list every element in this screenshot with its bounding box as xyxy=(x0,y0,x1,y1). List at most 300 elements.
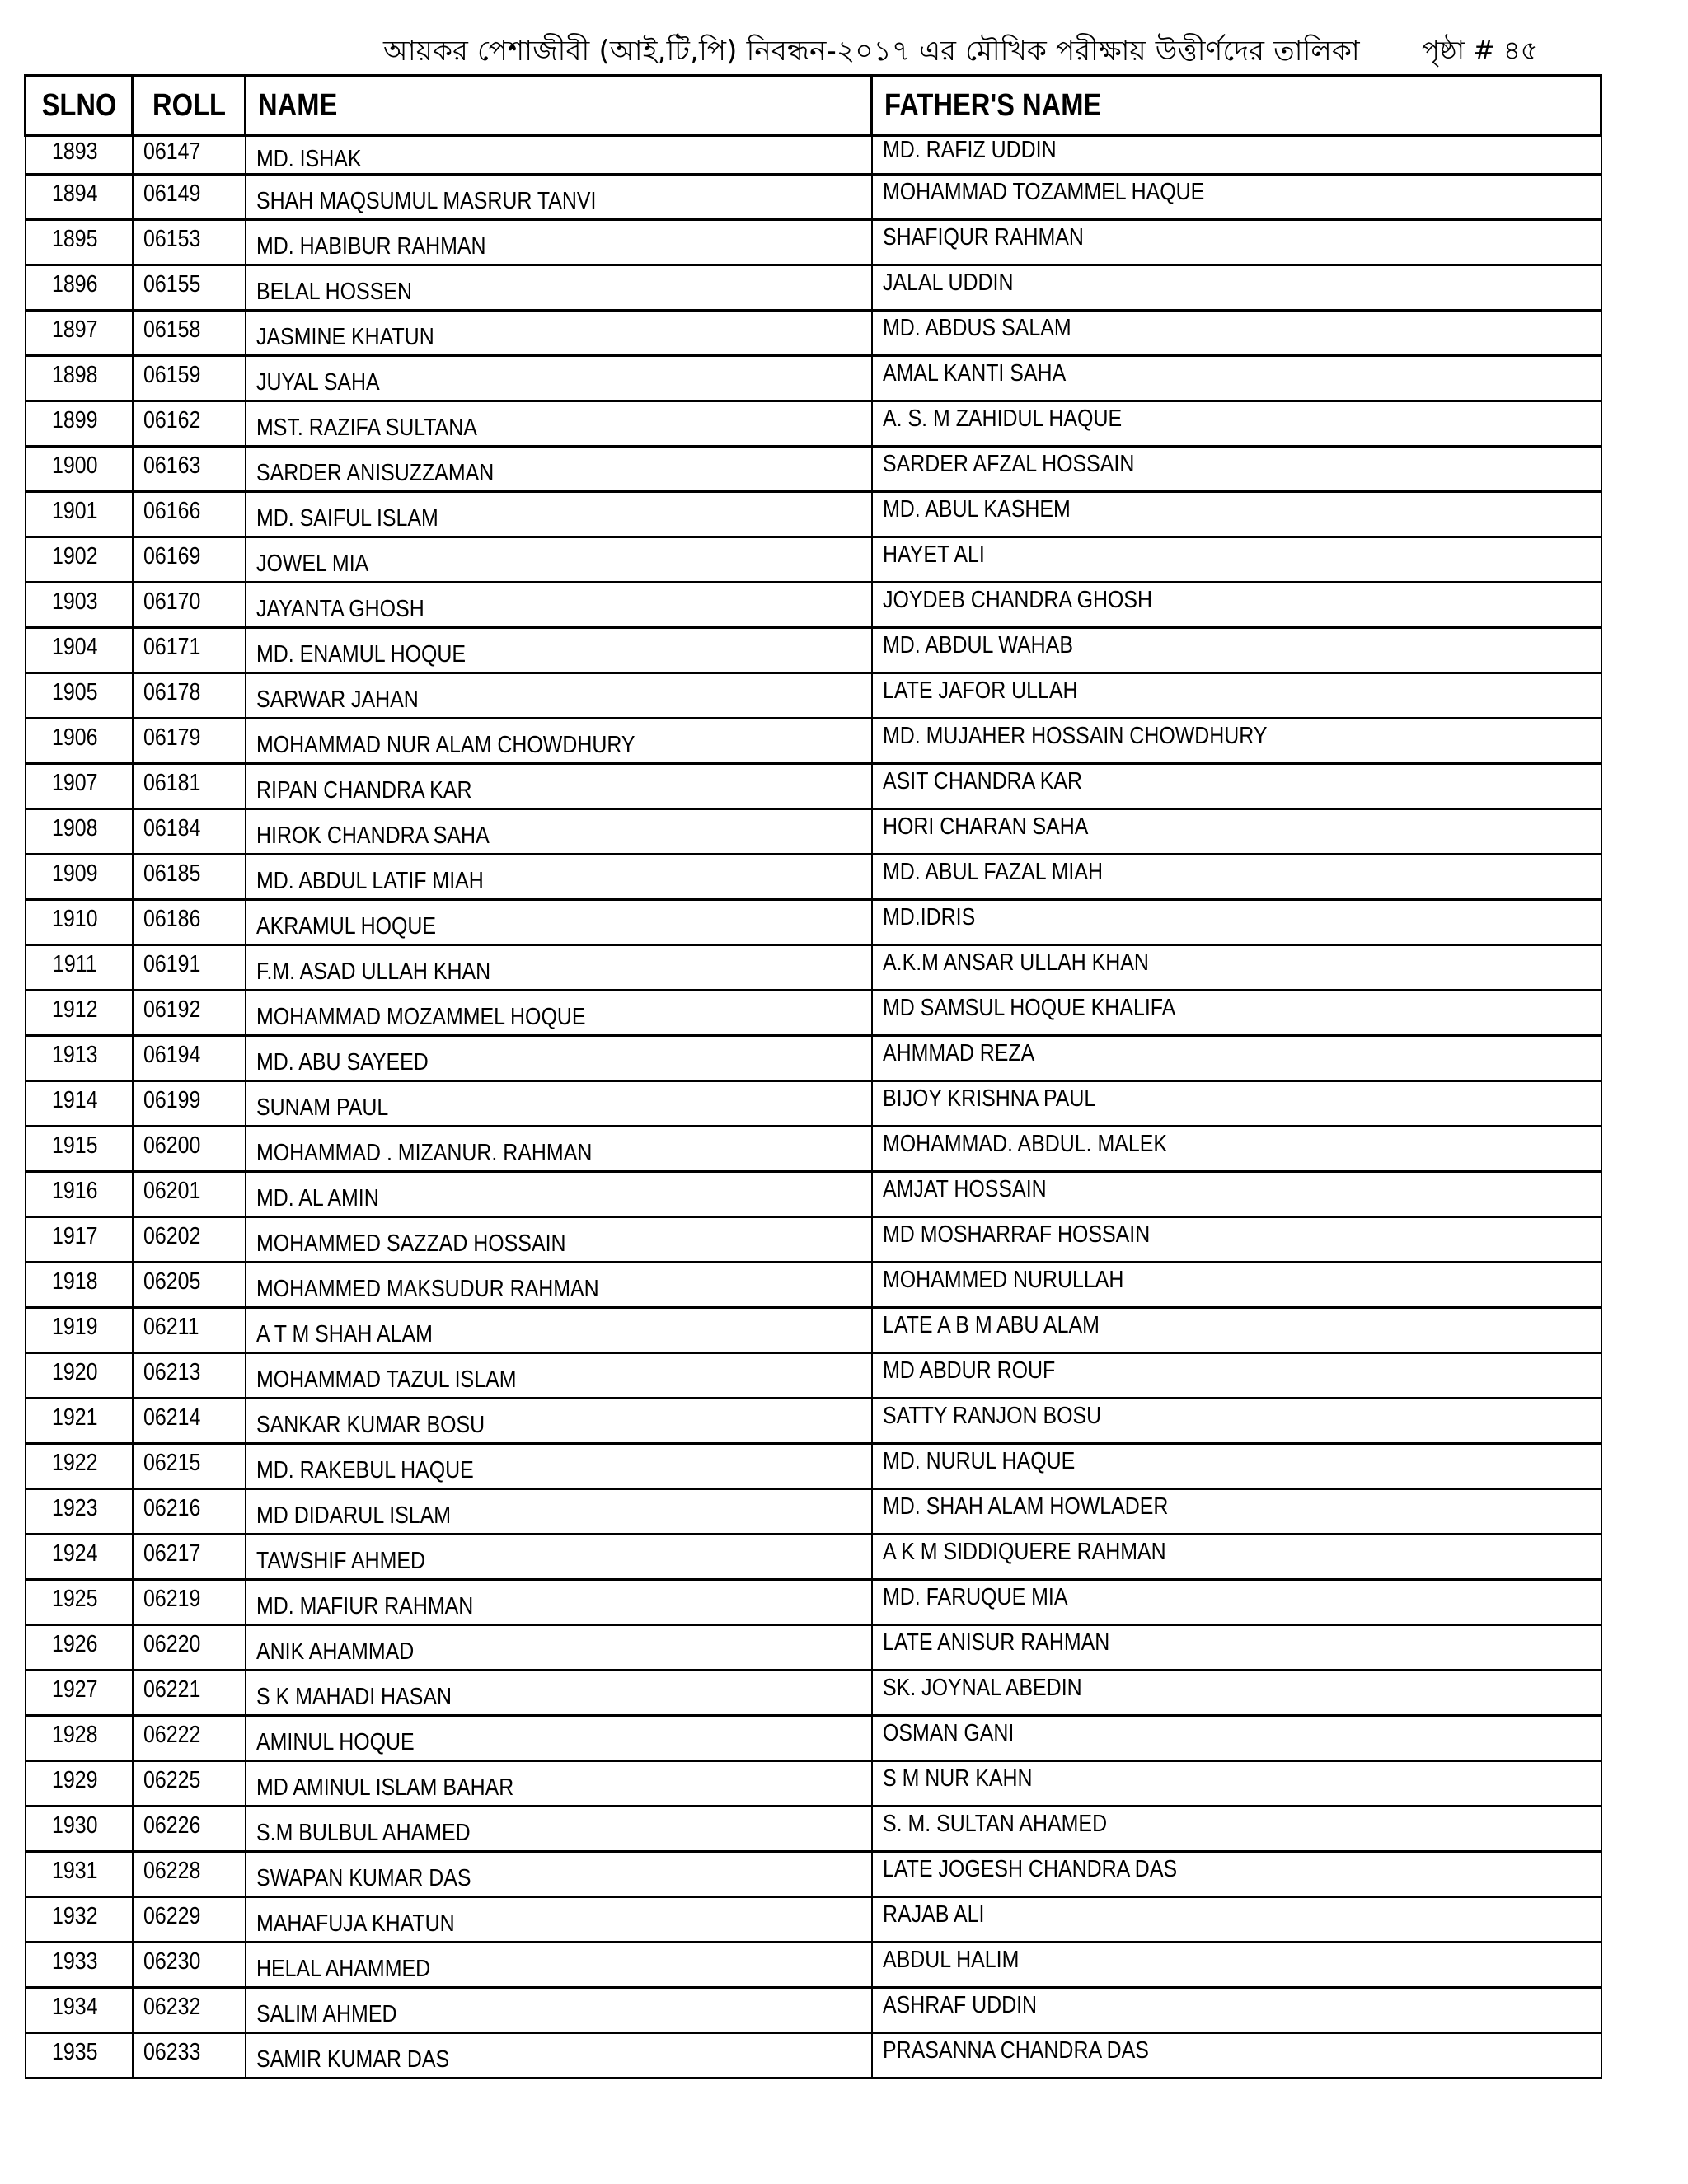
cell-slno-text: 1906 xyxy=(52,724,98,751)
cell-father-text: SATTY RANJON BOSU xyxy=(882,1402,1101,1429)
cell-father xyxy=(872,220,1601,265)
column-header-roll: ROLL xyxy=(140,76,237,136)
cell-roll xyxy=(133,764,246,809)
cell-roll-text: 06163 xyxy=(143,452,200,479)
cell-slno-text: 1912 xyxy=(52,996,98,1023)
cell-father-text: JALAL UDDIN xyxy=(882,269,1013,296)
cell-slno-text: 1926 xyxy=(52,1630,98,1657)
cell-father xyxy=(872,1852,1601,1897)
cell-name xyxy=(246,1263,872,1308)
cell-roll xyxy=(133,401,246,447)
table-row xyxy=(26,356,1601,401)
cell-name xyxy=(246,945,872,991)
cell-father-text: LATE JAFOR ULLAH xyxy=(882,677,1078,704)
cell-slno xyxy=(26,1308,133,1353)
cell-father xyxy=(872,175,1601,220)
cell-father-text: MD.IDRIS xyxy=(882,903,975,930)
cell-slno-text: 1922 xyxy=(52,1449,98,1476)
cell-father-text: A.K.M ANSAR ULLAH KHAN xyxy=(882,949,1149,976)
cell-slno xyxy=(26,1127,133,1172)
cell-name xyxy=(246,1716,872,1761)
table-row xyxy=(26,900,1601,945)
cell-slno-text: 1901 xyxy=(52,497,98,524)
cell-name-text: JOWEL MIA xyxy=(256,550,368,577)
cell-name xyxy=(246,175,872,220)
cell-name xyxy=(246,628,872,673)
cell-roll xyxy=(133,1127,246,1172)
cell-father-text: S M NUR KAHN xyxy=(882,1765,1033,1792)
cell-name xyxy=(246,1625,872,1671)
table-row xyxy=(26,1036,1601,1081)
cell-name-text: MAHAFUJA KHATUN xyxy=(256,1910,455,1937)
cell-slno-text: 1921 xyxy=(52,1404,98,1431)
cell-name xyxy=(246,1489,872,1535)
cell-name-text: MOHAMMED SAZZAD HOSSAIN xyxy=(256,1230,566,1257)
cell-slno xyxy=(26,356,133,401)
cell-father xyxy=(872,1353,1601,1399)
cell-roll-text: 06214 xyxy=(143,1404,200,1431)
cell-father-text: MD. NURUL HAQUE xyxy=(882,1447,1075,1474)
cell-slno-text: 1905 xyxy=(52,678,98,705)
table-row xyxy=(26,447,1601,492)
cell-slno-text: 1909 xyxy=(52,860,98,887)
cell-slno xyxy=(26,1217,133,1263)
cell-name-text: MD. ENAMUL HOQUE xyxy=(256,640,466,668)
cell-name xyxy=(246,719,872,764)
cell-father-text: MOHAMMAD TOZAMMEL HAQUE xyxy=(882,178,1204,205)
cell-roll xyxy=(133,1671,246,1716)
cell-name-text: MD. ABU SAYEED xyxy=(256,1048,429,1076)
table-row xyxy=(26,1127,1601,1172)
cell-name xyxy=(246,1308,872,1353)
cell-father xyxy=(872,1580,1601,1625)
cell-slno xyxy=(26,1671,133,1716)
cell-roll-text: 06201 xyxy=(143,1177,200,1204)
cell-roll xyxy=(133,1852,246,1897)
cell-slno-text: 1903 xyxy=(52,588,98,615)
page-header xyxy=(0,25,1688,74)
cell-slno-text: 1934 xyxy=(52,1993,98,2020)
table-row xyxy=(26,311,1601,356)
cell-father-text: MD. RAFIZ UDDIN xyxy=(882,136,1057,163)
cell-name-text: MD. SAIFUL ISLAM xyxy=(256,504,438,532)
cell-name-text: SAMIR KUMAR DAS xyxy=(256,2046,449,2073)
cell-name xyxy=(246,1671,872,1716)
cell-slno xyxy=(26,945,133,991)
cell-roll xyxy=(133,1943,246,1988)
cell-roll-text: 06230 xyxy=(143,1947,200,1975)
cell-name-text: JUYAL SAHA xyxy=(256,368,380,396)
cell-name-text: AMINUL HOQUE xyxy=(256,1728,415,1755)
cell-name-text: MOHAMMAD . MIZANUR. RAHMAN xyxy=(256,1139,592,1166)
cell-roll xyxy=(133,673,246,719)
cell-roll-text: 06170 xyxy=(143,588,200,615)
cell-father xyxy=(872,945,1601,991)
cell-roll xyxy=(133,311,246,356)
cell-father xyxy=(872,1444,1601,1489)
table-row xyxy=(26,991,1601,1036)
cell-slno xyxy=(26,719,133,764)
cell-slno xyxy=(26,1263,133,1308)
cell-slno-text: 1920 xyxy=(52,1358,98,1385)
cell-slno-text: 1894 xyxy=(52,180,98,207)
cell-roll xyxy=(133,900,246,945)
cell-roll xyxy=(133,265,246,311)
cell-name-text: MOHAMMAD TAZUL ISLAM xyxy=(256,1366,516,1393)
cell-name xyxy=(246,401,872,447)
cell-father xyxy=(872,628,1601,673)
cell-father-text: ASHRAF UDDIN xyxy=(882,1991,1037,2018)
cell-name-text: MOHAMMAD NUR ALAM CHOWDHURY xyxy=(256,731,635,758)
results-table xyxy=(24,74,1602,2079)
cell-slno xyxy=(26,1081,133,1127)
cell-name-text: MOHAMMED MAKSUDUR RAHMAN xyxy=(256,1275,599,1302)
cell-roll xyxy=(133,1308,246,1353)
column-header-slno: SLNO xyxy=(33,76,125,136)
cell-roll-text: 06216 xyxy=(143,1494,200,1521)
cell-slno-text: 1904 xyxy=(52,633,98,660)
table-row xyxy=(26,764,1601,809)
cell-slno-text: 1907 xyxy=(52,769,98,796)
cell-roll-text: 06194 xyxy=(143,1041,200,1068)
table-row xyxy=(26,401,1601,447)
cell-father-text: A. S. M ZAHIDUL HAQUE xyxy=(882,405,1122,432)
cell-slno-text: 1931 xyxy=(52,1857,98,1884)
cell-father-text: MD. FARUQUE MIA xyxy=(882,1583,1067,1610)
cell-roll xyxy=(133,2033,246,2079)
cell-roll-text: 06149 xyxy=(143,180,200,207)
cell-name xyxy=(246,1217,872,1263)
cell-name xyxy=(246,1761,872,1807)
cell-slno-text: 1932 xyxy=(52,1902,98,1929)
cell-roll-text: 06232 xyxy=(143,1993,200,2020)
cell-slno xyxy=(26,1399,133,1444)
cell-roll xyxy=(133,1489,246,1535)
page-title: আয়কর পেশাজীবী (আই,টি,পি) নিবন্ধন-২০১৭ এর মৌখিক পরীক্ষায় উত্তীর্ণদের তালিকা xyxy=(383,35,1360,68)
cell-roll xyxy=(133,809,246,855)
cell-name-text: SALIM AHMED xyxy=(256,2000,396,2027)
cell-father xyxy=(872,1081,1601,1127)
cell-roll-text: 06162 xyxy=(143,406,200,434)
column-header-name: NAME xyxy=(246,76,785,136)
cell-father xyxy=(872,900,1601,945)
cell-name-text: S.M BULBUL AHAMED xyxy=(256,1819,471,1846)
cell-father xyxy=(872,583,1601,628)
cell-father-text: SK. JOYNAL ABEDIN xyxy=(882,1674,1082,1701)
table-row xyxy=(26,537,1601,583)
cell-father xyxy=(872,401,1601,447)
cell-slno xyxy=(26,492,133,537)
cell-roll-text: 06166 xyxy=(143,497,200,524)
cell-father xyxy=(872,311,1601,356)
cell-slno-text: 1915 xyxy=(52,1132,98,1159)
cell-name xyxy=(246,1897,872,1943)
cell-roll-text: 06221 xyxy=(143,1675,200,1703)
cell-slno xyxy=(26,1943,133,1988)
cell-name-text: SANKAR KUMAR BOSU xyxy=(256,1411,485,1438)
cell-slno-text: 1930 xyxy=(52,1811,98,1839)
cell-slno-text: 1919 xyxy=(52,1313,98,1340)
cell-name xyxy=(246,356,872,401)
cell-name-text: S K MAHADI HASAN xyxy=(256,1683,452,1710)
table-row xyxy=(26,1353,1601,1399)
cell-roll-text: 06169 xyxy=(143,542,200,569)
cell-roll xyxy=(133,1807,246,1852)
table-row xyxy=(26,136,1601,175)
cell-roll xyxy=(133,1353,246,1399)
cell-roll-text: 06213 xyxy=(143,1358,200,1385)
table-row xyxy=(26,583,1601,628)
cell-father-text: SARDER AFZAL HOSSAIN xyxy=(882,450,1134,477)
cell-slno-text: 1911 xyxy=(53,950,97,977)
cell-roll xyxy=(133,220,246,265)
cell-slno-text: 1929 xyxy=(52,1766,98,1793)
cell-father xyxy=(872,1489,1601,1535)
cell-name-text: HELAL AHAMMED xyxy=(256,1955,430,1982)
table-row xyxy=(26,628,1601,673)
cell-father-text: MD. ABDUS SALAM xyxy=(882,314,1071,341)
cell-father xyxy=(872,136,1601,175)
cell-roll-text: 06229 xyxy=(143,1902,200,1929)
cell-father-text: MOHAMMED NURULLAH xyxy=(882,1266,1123,1293)
cell-father-text: MD. MUJAHER HOSSAIN CHOWDHURY xyxy=(882,722,1267,749)
table-row xyxy=(26,265,1601,311)
cell-name xyxy=(246,447,872,492)
cell-name-text: MD. AL AMIN xyxy=(256,1184,379,1212)
cell-father xyxy=(872,764,1601,809)
cell-name xyxy=(246,311,872,356)
cell-father-text: PRASANNA CHANDRA DAS xyxy=(882,2036,1149,2064)
cell-name-text: MST. RAZIFA SULTANA xyxy=(256,414,477,441)
cell-slno xyxy=(26,2033,133,2079)
cell-name xyxy=(246,1353,872,1399)
cell-name xyxy=(246,220,872,265)
cell-roll-text: 06199 xyxy=(143,1086,200,1113)
cell-father-text: HAYET ALI xyxy=(882,541,985,568)
cell-roll-text: 06205 xyxy=(143,1268,200,1295)
cell-name xyxy=(246,1807,872,1852)
cell-slno xyxy=(26,447,133,492)
cell-roll-text: 06185 xyxy=(143,860,200,887)
cell-father-text: JOYDEB CHANDRA GHOSH xyxy=(882,586,1152,613)
cell-slno xyxy=(26,1172,133,1217)
cell-slno xyxy=(26,1489,133,1535)
cell-slno xyxy=(26,809,133,855)
cell-roll-text: 06171 xyxy=(143,633,200,660)
cell-name xyxy=(246,855,872,900)
cell-roll-text: 06220 xyxy=(143,1630,200,1657)
cell-father xyxy=(872,673,1601,719)
cell-name xyxy=(246,900,872,945)
cell-roll-text: 06215 xyxy=(143,1449,200,1476)
cell-roll-text: 06226 xyxy=(143,1811,200,1839)
cell-name-text: BELAL HOSSEN xyxy=(256,278,412,305)
table-row xyxy=(26,1897,1601,1943)
cell-name-text: MD DIDARUL ISLAM xyxy=(256,1502,451,1529)
cell-roll-text: 06181 xyxy=(143,769,200,796)
cell-father xyxy=(872,991,1601,1036)
cell-name xyxy=(246,1127,872,1172)
cell-slno-text: 1899 xyxy=(52,406,98,434)
cell-father xyxy=(872,492,1601,537)
cell-roll xyxy=(133,1988,246,2033)
cell-father xyxy=(872,537,1601,583)
cell-father xyxy=(872,719,1601,764)
table-row xyxy=(26,1852,1601,1897)
cell-name xyxy=(246,991,872,1036)
cell-father xyxy=(872,1943,1601,1988)
table-row xyxy=(26,2033,1601,2079)
cell-slno-text: 1928 xyxy=(52,1721,98,1748)
table-row xyxy=(26,1943,1601,1988)
cell-slno-text: 1893 xyxy=(52,138,98,165)
cell-slno xyxy=(26,855,133,900)
cell-slno-text: 1923 xyxy=(52,1494,98,1521)
cell-slno xyxy=(26,1716,133,1761)
table-body xyxy=(26,136,1601,2079)
cell-name-text: HIROK CHANDRA SAHA xyxy=(256,822,490,849)
cell-slno xyxy=(26,1036,133,1081)
cell-name xyxy=(246,673,872,719)
cell-slno xyxy=(26,628,133,673)
cell-name-text: SHAH MAQSUMUL MASRUR TANVI xyxy=(256,187,596,214)
cell-father xyxy=(872,1988,1601,2033)
cell-name-text: MD. HABIBUR RAHMAN xyxy=(256,232,486,260)
cell-roll xyxy=(133,1761,246,1807)
cell-roll xyxy=(133,356,246,401)
cell-father xyxy=(872,1897,1601,1943)
cell-name xyxy=(246,809,872,855)
table-row xyxy=(26,1399,1601,1444)
cell-father xyxy=(872,809,1601,855)
cell-father-text: A K M SIDDIQUERE RAHMAN xyxy=(882,1538,1166,1565)
table-row xyxy=(26,1535,1601,1580)
cell-slno xyxy=(26,1761,133,1807)
cell-father xyxy=(872,1036,1601,1081)
cell-roll-text: 06217 xyxy=(143,1540,200,1567)
table-row xyxy=(26,1217,1601,1263)
table-row xyxy=(26,220,1601,265)
table-row xyxy=(26,673,1601,719)
cell-roll xyxy=(133,1217,246,1263)
cell-roll xyxy=(133,1036,246,1081)
cell-name-text: AKRAMUL HOQUE xyxy=(256,912,436,940)
cell-slno-text: 1924 xyxy=(52,1540,98,1567)
cell-roll-text: 06184 xyxy=(143,814,200,841)
cell-slno-text: 1918 xyxy=(52,1268,98,1295)
cell-roll xyxy=(133,1081,246,1127)
cell-name-text: MD AMINUL ISLAM BAHAR xyxy=(256,1774,513,1801)
cell-name-text: F.M. ASAD ULLAH KHAN xyxy=(256,958,490,985)
cell-name-text: SARDER ANISUZZAMAN xyxy=(256,459,494,486)
cell-name xyxy=(246,1943,872,1988)
cell-father-text: S. M. SULTAN AHAMED xyxy=(882,1810,1107,1837)
cell-father-text: BIJOY KRISHNA PAUL xyxy=(882,1085,1095,1112)
table-row xyxy=(26,1761,1601,1807)
cell-father xyxy=(872,1625,1601,1671)
cell-roll-text: 06159 xyxy=(143,361,200,388)
cell-roll xyxy=(133,1897,246,1943)
table-row xyxy=(26,1444,1601,1489)
cell-slno-text: 1916 xyxy=(52,1177,98,1204)
cell-name xyxy=(246,1852,872,1897)
cell-father-text: AMAL KANTI SAHA xyxy=(882,359,1066,387)
cell-slno-text: 1896 xyxy=(52,270,98,298)
table-row xyxy=(26,719,1601,764)
cell-father-text: LATE A B M ABU ALAM xyxy=(882,1311,1100,1338)
cell-name xyxy=(246,1444,872,1489)
table-row xyxy=(26,855,1601,900)
cell-roll-text: 06202 xyxy=(143,1222,200,1249)
cell-slno-text: 1933 xyxy=(52,1947,98,1975)
cell-name xyxy=(246,1988,872,2033)
cell-roll xyxy=(133,1172,246,1217)
cell-name-text: MD. ISHAK xyxy=(256,145,361,172)
cell-name xyxy=(246,136,872,175)
table-row xyxy=(26,1716,1601,1761)
cell-name-text: TAWSHIF AHMED xyxy=(256,1547,425,1574)
cell-roll xyxy=(133,1263,246,1308)
cell-slno-text: 1908 xyxy=(52,814,98,841)
cell-slno xyxy=(26,1852,133,1897)
cell-slno-text: 1900 xyxy=(52,452,98,479)
cell-slno xyxy=(26,673,133,719)
cell-roll-text: 06222 xyxy=(143,1721,200,1748)
table-row xyxy=(26,1172,1601,1217)
table-row xyxy=(26,809,1601,855)
cell-father xyxy=(872,1263,1601,1308)
cell-father-text: LATE JOGESH CHANDRA DAS xyxy=(882,1855,1177,1882)
cell-roll xyxy=(133,492,246,537)
cell-slno xyxy=(26,583,133,628)
cell-father-text: SHAFIQUR RAHMAN xyxy=(882,223,1084,251)
cell-name xyxy=(246,583,872,628)
cell-roll-text: 06147 xyxy=(143,138,200,165)
cell-father-text: LATE ANISUR RAHMAN xyxy=(882,1629,1109,1656)
table-row xyxy=(26,1580,1601,1625)
cell-roll xyxy=(133,855,246,900)
cell-father-text: MOHAMMAD. ABDUL. MALEK xyxy=(882,1130,1167,1157)
cell-roll-text: 06179 xyxy=(143,724,200,751)
cell-slno xyxy=(26,1535,133,1580)
cell-father-text: MD SAMSUL HOQUE KHALIFA xyxy=(882,994,1175,1021)
cell-roll-text: 06211 xyxy=(143,1313,199,1340)
cell-slno xyxy=(26,1625,133,1671)
cell-roll xyxy=(133,1444,246,1489)
cell-name-text: ANIK AHAMMAD xyxy=(256,1638,414,1665)
table-header-row xyxy=(26,76,1601,136)
cell-father-text: MD ABDUR ROUF xyxy=(882,1357,1055,1384)
cell-roll-text: 06200 xyxy=(143,1132,200,1159)
cell-slno xyxy=(26,1580,133,1625)
cell-slno xyxy=(26,1897,133,1943)
cell-father xyxy=(872,1716,1601,1761)
cell-name-text: SUNAM PAUL xyxy=(256,1094,388,1121)
cell-father-text: AMJAT HOSSAIN xyxy=(882,1175,1047,1202)
cell-father-text: RAJAB ALI xyxy=(882,1900,984,1928)
cell-slno xyxy=(26,220,133,265)
table-row xyxy=(26,1308,1601,1353)
page-number: পৃষ্ঠা # ৪৫ xyxy=(1422,35,1538,66)
cell-roll xyxy=(133,583,246,628)
cell-father xyxy=(872,855,1601,900)
table-row xyxy=(26,945,1601,991)
cell-slno-text: 1895 xyxy=(52,225,98,252)
cell-slno-text: 1898 xyxy=(52,361,98,388)
cell-father xyxy=(872,1671,1601,1716)
cell-roll xyxy=(133,1625,246,1671)
cell-father-text: ASIT CHANDRA KAR xyxy=(882,767,1082,794)
